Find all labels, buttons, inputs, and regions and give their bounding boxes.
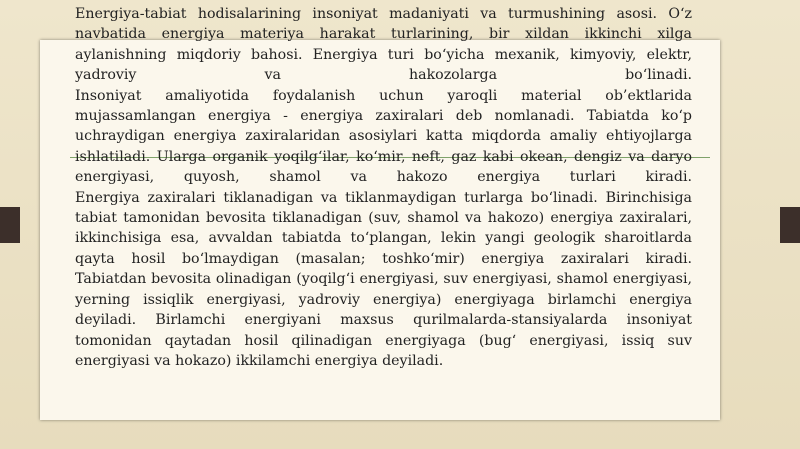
paragraph-renewable-nonrenewable: Energiya zaxiralari tiklanadigan va tiklanmaydigan turlarga bo‘linadi. Birinchisiga tabiat tamonidan bevosita tiklanadigan (suv, shamol va hakozo) energiya zaxiralari, ikkinchisiga esa, avvaldan tabiatda to‘plangan, lekin yangi geologik sharoitlarda qayta hosil bo‘lmaydigan (masalan; toshko‘mir) energiya zaxiralari kiradi. [75, 189, 692, 267]
right-side-tab [780, 207, 800, 243]
paragraph-primary-secondary-energy: Tabiatdan bevosita olinadigan (yoqilg‘i energiyasi, suv energiyasi, shamol energiyasi, yerning issiqlik energiyasi, yadroviy energiya) energiyaga birlamchi energiya deyiladi. Birlamchi energiyani maxsus qurilmalarda-stansiyalarda insoniyat tomonidan qaytadan hosil qilinadigan energiyaga (bug‘ energiyasi, issiq suv energiyasi va hokazo) ikkilamchi energiya deyiladi. [75, 271, 692, 369]
left-side-tab [0, 207, 20, 243]
paragraph-energy-reserves: Insoniyat amaliyotida foydalanish uchun yaroqli material ob’ektlarida mujassamlangan energiya - energiya zaxiralari deb nomlanadi. Tabiatda ko‘p uchraydigan energiya zaxiralaridan asosiylari katta miqdorda amaliy ehtiyojlarga ishlatiladi. Ularga organik yoqilg‘ilar, ko‘mir, neft, gaz kabi okean, dengiz va daryo energiyasi, quyosh, shamol va hakozo energiya turlari kiradi. [75, 87, 692, 186]
paragraph-energy-definition: Energiya-tabiat hodisalarining insoniyat madaniyati va turmushining asosi. O‘z navbatida energiya materiya harakat turlarining, bir xildan ikkinchi xilga aylanishning miqdoriy bahosi. Energiya turi bo‘yicha mexanik, kimyoviy, elektr, yadroviy va hakozolarga bo‘linadi. [75, 6, 692, 84]
slide-text-body [75, 4, 692, 371]
